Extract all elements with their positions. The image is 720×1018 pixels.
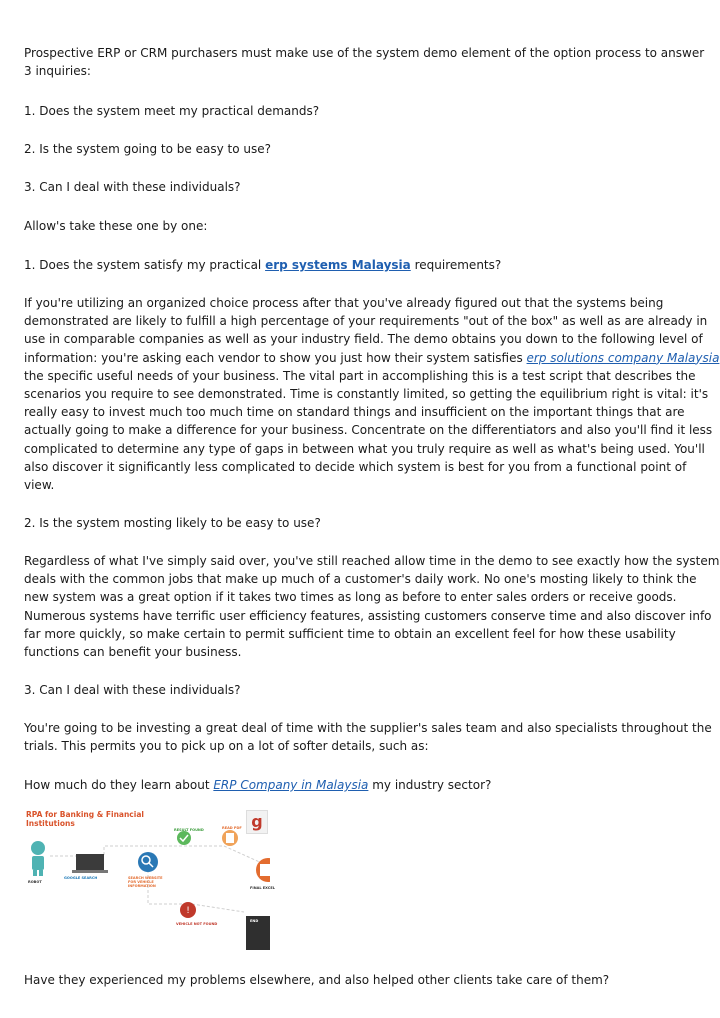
text-line: the specific useful needs of your business. The vital part in accomplishing this is a test script that describes the [24, 368, 696, 383]
text-line: scenarios you require to see demonstrated. Time is constantly limited, so getting the equilibrium right is vital: it's [24, 386, 709, 401]
paragraph-1 [24, 294, 720, 494]
text-line: view. [24, 477, 55, 492]
heading-1-text-end: requirements? [410, 258, 502, 272]
erp-company-malaysia-link[interactable]: ERP Company in Malaysia [213, 778, 369, 792]
brand-logo: g [246, 810, 268, 834]
text-line: use in comparable companies as well as your industry field. The demo obtains you down to the following level of [24, 332, 703, 347]
final-excel-label: FINAL EXCEL [250, 886, 275, 890]
figure-title: RPA for Banking & Financial Institutions [26, 810, 144, 828]
text-line: far more quickly, so make certain to permit sufficient time to obtain an excellent feel for how these usability [24, 626, 676, 641]
heading-1 [24, 256, 696, 274]
last-question: Have they experienced my problems elsewhere, and also helped other clients take care of them? [24, 973, 610, 987]
text-line: deals with the common jobs that make up much of a customer's daily work. No one's mosting likely to think the [24, 572, 697, 587]
text-line: demonstrated are likely to fulfill a high percentage of your requirements "out of the box" as well as are already in [24, 314, 708, 329]
text-line: complicated to determine any type of gaps in between what you truly require as well as what's being used. You'll [24, 441, 705, 456]
read-pdf-label: READ PDF [222, 826, 242, 830]
text-span: information: you're asking each vendor to show you just how their system satisfies [24, 350, 527, 365]
text-line: really easy to invest much too much time on standard things and insufficient on the important things that are [24, 405, 685, 420]
question-3: 3. Can I deal with these individuals? [24, 180, 241, 194]
text-line: actually going to make a difference for your business. Concentrate on the differentiators and also you'll find it less [24, 423, 713, 438]
erp-systems-malaysia-link[interactable]: erp systems Malaysia [265, 258, 411, 272]
paragraph-3 [24, 719, 712, 755]
text-line: also discover it significantly less complicated to decide which system is best for you from a functional point of [24, 459, 687, 474]
text-line: functions can benefit your business. [24, 644, 242, 659]
text-line: If you're utilizing an organized choice process after that you've already figured out that the systems being [24, 296, 664, 310]
laptop-icon [72, 854, 108, 873]
question-2: 2. Is the system going to be easy to use? [24, 142, 271, 156]
heading-2: 2. Is the system mosting likely to be easy to use? [24, 516, 321, 530]
flow-line [144, 846, 264, 864]
robot-icon [31, 841, 45, 876]
intro-paragraph [24, 44, 705, 80]
heading-1-text: 1. Does the system satisfy my practical [24, 258, 266, 272]
question-4-text: How much do they learn about [24, 778, 214, 792]
text-line: Regardless of what I've simply said over, you've still reached allow time in the demo to see exactly how the system [24, 554, 720, 568]
svg-text:!: ! [186, 906, 190, 916]
heading-3: 3. Can I deal with these individuals? [24, 683, 241, 697]
end-label: END [250, 919, 259, 923]
question-4 [24, 776, 696, 794]
google-label: GOOGLE SEARCH [64, 876, 98, 880]
search-website-label: SEARCH WEBSITE FOR VEHICLE INFORMATION [128, 876, 163, 888]
allow-line: Allow's take these one by one: [24, 219, 208, 233]
erp-solutions-company-link[interactable]: erp solutions company Malaysia [526, 350, 720, 365]
rpa-infographic [24, 804, 275, 962]
text-line: Numerous systems have terrific user efficiency features, assisting customers conserve time and also discover info [24, 608, 712, 623]
text-line: You're going to be investing a great deal of time with the supplier's sales team and also specialists throughout the [24, 721, 712, 735]
text-line: new system was a great option if it takes two times as long as before to enter sales orders or receive goods. [24, 590, 677, 605]
search-icon [138, 852, 158, 872]
check-icon [177, 831, 191, 845]
vehicle-not-found-label: VEHICLE NOT FOUND [176, 922, 218, 926]
text-line: trials. This permits you to pick up on a lot of softer details, such as: [24, 739, 429, 754]
text-line [24, 349, 720, 367]
robot-label: ROBOT [28, 880, 42, 884]
flow-line [192, 904, 244, 912]
text-line: 3 inquiries: [24, 64, 91, 79]
question-1: 1. Does the system meet my practical demands? [24, 104, 320, 118]
paragraph-2 [24, 552, 720, 661]
question-4-text-end: my industry sector? [368, 778, 492, 792]
result-found-label: RESULT FOUND [174, 828, 204, 832]
text-line: Prospective ERP or CRM purchasers must make use of the system demo element of the option process to answer [24, 46, 705, 60]
